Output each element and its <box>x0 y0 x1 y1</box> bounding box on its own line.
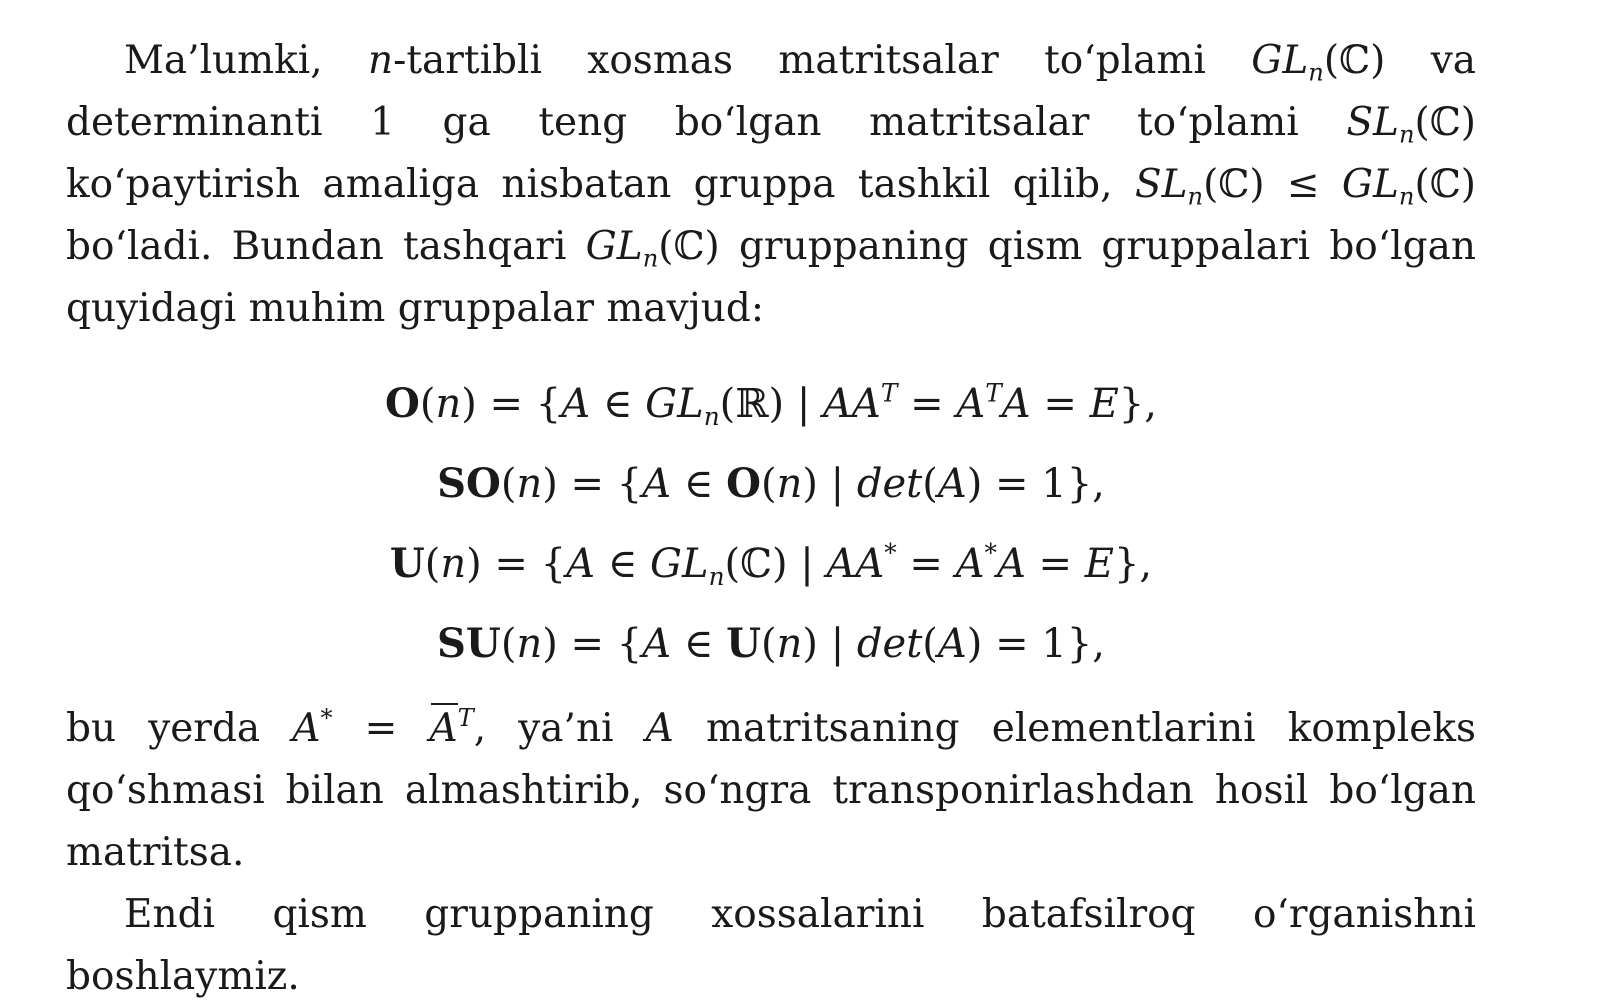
math-A: A <box>645 706 674 751</box>
math-in: ∈ <box>671 461 727 507</box>
math-in: ∈ <box>590 381 646 427</box>
math-sl: SL <box>1134 162 1188 207</box>
math-A: A <box>996 541 1026 587</box>
paragraph-intro <box>66 30 1476 340</box>
math-A: A <box>955 541 985 587</box>
math-E: E <box>1089 381 1119 427</box>
paragraph-closing: Endi qism gruppaning xossalarini batafsilroq o‘rganishni boshlaymiz. <box>66 892 1476 999</box>
math-A: A <box>642 621 672 667</box>
math-sln-c <box>1346 100 1476 149</box>
math-arg: (ℂ) <box>1323 38 1386 83</box>
math-arg: (ℂ) <box>1414 100 1476 145</box>
math-n: n <box>776 461 803 507</box>
math-gln-c <box>585 224 720 273</box>
math-A: A <box>429 706 458 751</box>
math-symbol: ( <box>922 621 938 667</box>
text-run: , ya’ni <box>473 706 646 751</box>
math-symbol: }, <box>1113 541 1153 587</box>
math-symbol: ( <box>500 621 517 667</box>
math-symbol: ( <box>761 621 777 667</box>
math-gl: GL <box>650 541 709 587</box>
math-symbol: (ℂ) | <box>724 541 827 587</box>
text-run: bu yerda <box>66 706 293 751</box>
text-run: va determinanti 1 ga teng bo‘lgan matritsalar to‘plami <box>66 38 1476 145</box>
math-sub-n: n <box>1187 182 1204 211</box>
text-run: bo‘ladi. Bundan tashqari <box>66 224 586 269</box>
math-sup-T: T <box>880 378 898 408</box>
math-sup-T: T <box>457 704 474 733</box>
page-content <box>66 30 1476 1008</box>
math-A: A <box>937 621 967 667</box>
math-A: A <box>642 461 672 507</box>
math-arg: (ℂ) <box>658 224 720 269</box>
math-symbol: ) = 1}, <box>966 621 1105 667</box>
math-leq: ≤ <box>1264 162 1342 207</box>
math-gl: GL <box>1341 162 1399 207</box>
math-det: det <box>856 621 923 667</box>
math-subgroup-relation <box>1134 162 1476 211</box>
math-sup-star: * <box>984 538 997 568</box>
math-A: A <box>937 461 967 507</box>
paragraph-explanation <box>66 698 1476 884</box>
math-gl: GL <box>1251 38 1309 83</box>
math-sub-n: n <box>1398 120 1415 149</box>
equation-block <box>66 364 1476 684</box>
math-sub-n: n <box>1398 182 1415 211</box>
equation-orthogonal-group <box>66 364 1476 444</box>
math-symbol: ( <box>424 541 441 587</box>
math-AA: AA <box>826 541 885 587</box>
math-E: E <box>1084 541 1114 587</box>
math-symbol: ) | <box>802 621 857 667</box>
math-bold-SU: SU <box>437 620 501 667</box>
math-equals: = <box>1030 381 1090 427</box>
math-equals: = <box>896 541 956 587</box>
math-symbol: }, <box>1118 381 1157 427</box>
math-symbol: ) | <box>802 461 857 507</box>
math-gl: GL <box>585 224 643 269</box>
math-conjugate-bar <box>429 698 457 760</box>
math-symbol: ) = { <box>466 541 567 587</box>
math-adjoint-definition <box>292 706 473 751</box>
math-sub-n: n <box>703 401 720 431</box>
math-arg: (ℂ) <box>1203 162 1265 207</box>
math-symbol: ) = { <box>542 461 643 507</box>
math-bold-O: O <box>385 380 420 427</box>
text-run: -tartibli xosmas matritsalar to‘plami <box>393 38 1252 83</box>
math-sup-T: T <box>985 378 1002 408</box>
math-in: ∈ <box>595 541 651 587</box>
math-sl: SL <box>1346 100 1399 145</box>
equation-special-orthogonal-group <box>66 444 1476 524</box>
equation-special-unitary-group <box>66 604 1476 684</box>
math-n: n <box>435 381 462 427</box>
math-det: det <box>856 461 923 507</box>
math-bold-U: U <box>726 620 762 667</box>
math-in: ∈ <box>671 621 727 667</box>
math-AA: AA <box>823 381 881 427</box>
equation-unitary-group <box>66 524 1476 604</box>
math-symbol: ) = { <box>461 381 562 427</box>
math-A: A <box>561 381 591 427</box>
math-symbol: ( <box>922 461 938 507</box>
math-sup-star: * <box>884 538 897 568</box>
math-symbol: ( <box>419 381 436 427</box>
math-sub-n: n <box>642 244 659 273</box>
text-run: Ma’lumki, <box>124 38 369 83</box>
math-bold-U: U <box>389 540 425 587</box>
math-symbol: (ℝ) | <box>719 381 824 427</box>
text-run: gruppaning qism gruppalari bo‘lgan quyidagi muhim gruppalar mavjud: <box>66 224 1476 331</box>
text-run: ko‘paytirish amaliga nisbatan gruppa tashkil qilib, <box>66 162 1135 207</box>
math-A: A <box>566 541 595 587</box>
math-arg: (ℂ) <box>1414 162 1476 207</box>
math-bold-O: O <box>726 460 761 507</box>
math-A: A <box>292 706 321 751</box>
math-n: n <box>516 461 543 507</box>
text-run: matritsaning elementlarini kompleks qo‘shmasi bilan almashtirib, so‘ngra transponirlashdan hosil bo‘lgan matritsa. <box>66 706 1476 875</box>
math-n: n <box>776 621 803 667</box>
math-symbol: ) = 1}, <box>966 461 1105 507</box>
math-sub-n: n <box>1308 58 1324 87</box>
math-n: n <box>516 621 543 667</box>
math-equals: = <box>897 381 957 427</box>
math-equals: = <box>1025 541 1085 587</box>
math-n: n <box>368 38 394 83</box>
math-symbol: ( <box>500 461 517 507</box>
math-equals: = <box>332 706 430 751</box>
math-sup-star: * <box>320 704 333 733</box>
math-n: n <box>440 541 467 587</box>
math-gl: GL <box>645 381 704 427</box>
math-sub-n: n <box>708 561 725 591</box>
math-symbol: ) = { <box>542 621 643 667</box>
math-bold-SO: SO <box>437 460 501 507</box>
math-gln-c <box>1251 38 1386 87</box>
math-symbol: ( <box>760 461 777 507</box>
math-A: A <box>956 381 986 427</box>
math-A: A <box>1001 381 1031 427</box>
